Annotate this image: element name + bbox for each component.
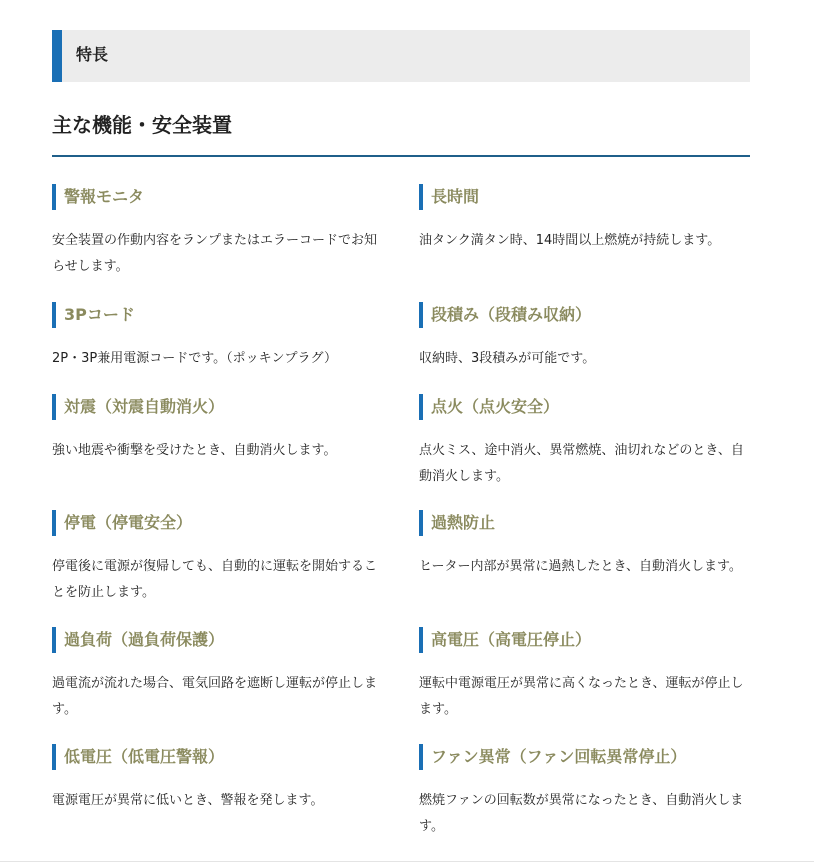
- feature-description: 収納時、3段積みが可能です。: [419, 351, 596, 366]
- feature-title: 3Pコード: [52, 302, 387, 328]
- feature-overheat: [419, 510, 754, 580]
- feature-title: 長時間: [419, 184, 754, 210]
- feature-title: 過熱防止: [419, 510, 754, 536]
- feature-low-voltage: [52, 744, 387, 814]
- feature-description: 電源電圧が異常に低いとき、警報を発します。: [52, 793, 324, 808]
- feature-description: 燃焼ファンの回転数が異常になったとき、自動消火します。: [419, 793, 744, 834]
- feature-seismic: [52, 394, 387, 464]
- feature-description: 過電流が流れた場合、電気回路を遮断し運転が停止します。: [52, 676, 378, 717]
- feature-stacking: [419, 302, 754, 372]
- feature-title: 高電圧（高電圧停止）: [419, 627, 754, 653]
- feature-title: 対震（対震自動消火）: [52, 394, 387, 420]
- feature-title: ファン異常（ファン回転異常停止）: [419, 744, 754, 770]
- feature-description: 強い地震や衝撃を受けたとき、自動消火します。: [52, 443, 337, 458]
- feature-title: 警報モニタ: [52, 184, 387, 210]
- feature-fan-error: [419, 744, 754, 840]
- feature-description: 停電後に電源が復帰しても、自動的に運転を開始することを防止します。: [52, 559, 378, 600]
- sub-heading-rule: [52, 155, 750, 157]
- feature-description: 安全装置の作動内容をランプまたはエラーコードでお知らせします。: [52, 233, 378, 274]
- sub-heading: 主な機能・安全装置: [52, 113, 232, 137]
- feature-title: 過負荷（過負荷保護）: [52, 627, 387, 653]
- feature-high-voltage: [419, 627, 754, 723]
- feature-description: 2P・3P兼用電源コードです。（ポッキンプラグ）: [52, 351, 337, 366]
- feature-ignition: [419, 394, 754, 490]
- feature-title: 停電（停電安全）: [52, 510, 387, 536]
- feature-description: 運転中電源電圧が異常に高くなったとき、運転が停止します。: [419, 676, 744, 717]
- feature-power-outage: [52, 510, 387, 606]
- section-header-title: 特長: [76, 45, 109, 64]
- feature-warning-monitor: [52, 184, 387, 280]
- feature-overload: [52, 627, 387, 723]
- feature-description: 点火ミス、途中消火、異常燃焼、油切れなどのとき、自動消火します。: [419, 443, 744, 484]
- feature-3p-cord: [52, 302, 387, 372]
- page-bottom-divider: [0, 861, 814, 862]
- feature-long-duration: [419, 184, 754, 254]
- feature-title: 点火（点火安全）: [419, 394, 754, 420]
- feature-description: ヒーター内部が異常に過熱したとき、自動消火します。: [419, 559, 742, 574]
- feature-description: 油タンク満タン時、14時間以上燃焼が持続します。: [419, 233, 721, 248]
- feature-title: 低電圧（低電圧警報）: [52, 744, 387, 770]
- feature-title: 段積み（段積み収納）: [419, 302, 754, 328]
- section-header: [52, 30, 750, 82]
